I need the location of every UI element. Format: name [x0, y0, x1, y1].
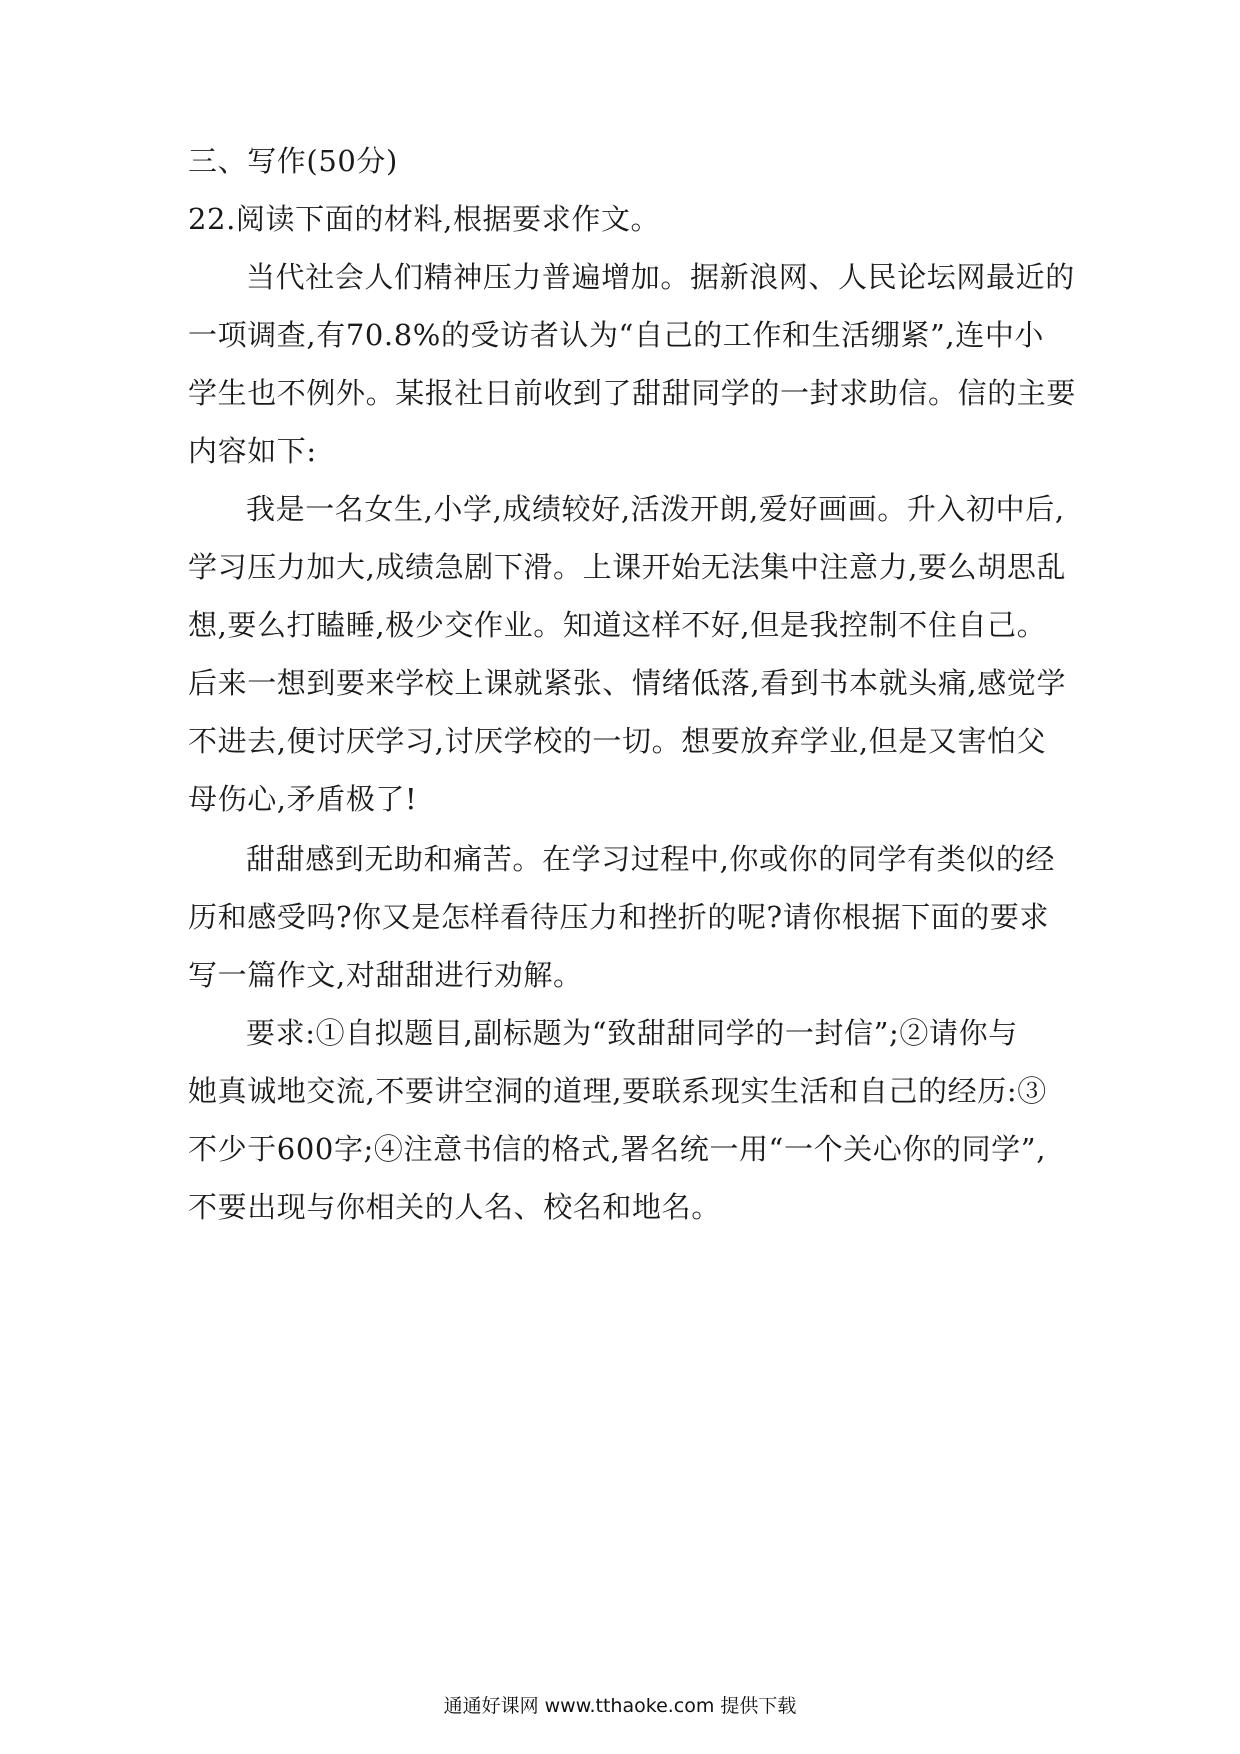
requirements-line-3: 不少于600字;④注意书信的格式,署名统一用“一个关心你的同学”,: [188, 1132, 1047, 1166]
material-paragraph-1-line-4: 内容如下:: [188, 434, 317, 468]
prompt-paragraph-line-1: 甜甜感到无助和痛苦。在学习过程中,你或你的同学有类似的经: [246, 842, 1056, 876]
letter-paragraph-line-4: 后来一想到要来学校上课就紧张、情绪低落,看到书本就头痛,感觉学: [188, 666, 1067, 700]
letter-paragraph-line-2: 学习压力加大,成绩急剧下滑。上课开始无法集中注意力,要么胡思乱: [188, 550, 1067, 584]
requirements-line-2: 她真诚地交流,不要讲空洞的道理,要联系现实生活和自己的经历:③: [188, 1074, 1047, 1108]
footer-watermark: 通通好课网 www.tthaoke.com 提供下载: [443, 1695, 797, 1717]
material-paragraph-1-line-1: 当代社会人们精神压力普遍增加。据新浪网、人民论坛网最近的: [246, 260, 1075, 294]
letter-paragraph-line-5: 不进去,便讨厌学习,讨厌学校的一切。想要放弃学业,但是又害怕父: [188, 724, 1047, 758]
prompt-paragraph-line-2: 历和感受吗?你又是怎样看待压力和挫折的呢?请你根据下面的要求: [188, 900, 1050, 934]
question-prompt: 22.阅读下面的材料,根据要求作文。: [188, 202, 661, 236]
material-paragraph-1-line-3: 学生也不例外。某报社日前收到了甜甜同学的一封求助信。信的主要: [188, 376, 1077, 410]
prompt-paragraph-line-3: 写一篇作文,对甜甜进行劝解。: [188, 958, 583, 992]
letter-paragraph-line-3: 想,要么打瞌睡,极少交作业。知道这样不好,但是我控制不住自己。: [188, 608, 1047, 642]
material-paragraph-1-line-2: 一项调查,有70.8%的受访者认为“自己的工作和生活绷紧”,连中小: [188, 318, 1045, 352]
letter-paragraph-line-1: 我是一名女生,小学,成绩较好,活泼开朗,爱好画画。升入初中后,: [246, 492, 1065, 526]
letter-paragraph-line-6: 母伤心,矛盾极了!: [188, 782, 418, 816]
section-heading: 三、写作(50分): [188, 144, 398, 178]
requirements-line-4: 不要出现与你相关的人名、校名和地名。: [188, 1190, 721, 1224]
requirements-line-1: 要求:①自拟题目,副标题为“致甜甜同学的一封信”;②请你与: [246, 1016, 1018, 1050]
